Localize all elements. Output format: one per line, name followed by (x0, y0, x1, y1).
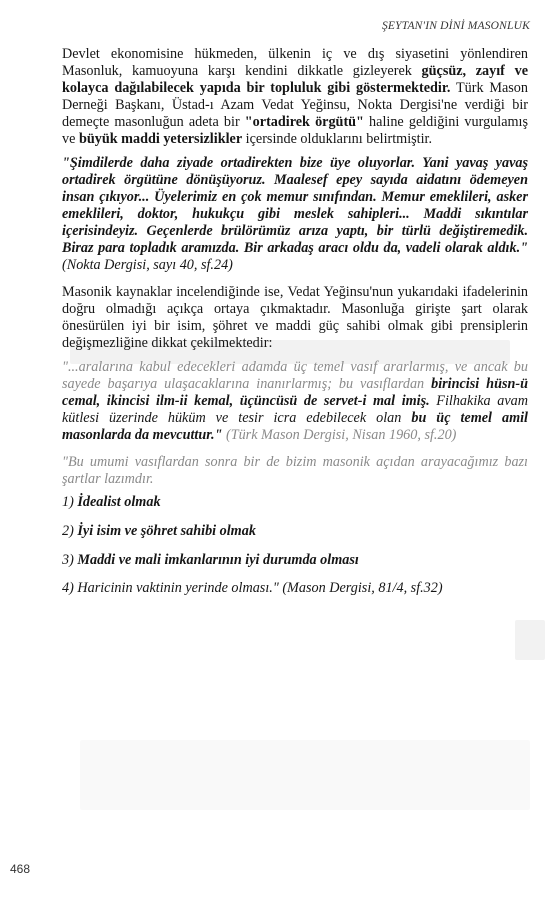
text-run: içersinde olduklarını belirtmiştir. (242, 130, 433, 147)
paragraph-analysis: Masonik kaynaklar incelendiğinde ise, Vedat Yeğinsu'nun yukarıdaki ifadelerinin doğru olmadığı açıkça ortaya çıkmaktadır. Masonluğa girişte şart olarak önesürülen iyi bir isim, şöhret ve maddi güç sahibi olmak gibi prensiplerin değişmezliğine dikkat çekilmektedir: (62, 283, 528, 351)
text-run: Devlet ekonomisine hükmeden, ülkenin iç ve dış siyasetini yönlendiren Masonluk, kamuoyuna karşı kendini dikkatle gizleyerek (62, 46, 528, 79)
item-text: Maddi ve mali imkanlarının iyi durumda olması (77, 551, 359, 568)
emphasis-run: büyük maddi yetersizlikler (78, 130, 243, 147)
quote-text: "Şimdilerde daha ziyade ortadirekten bize üye oluyorlar. Yani yavaş yavaş ortadirek örgütüne dönüşüyoruz. Maalesef epey sayıda aidatını ödemeyen insan çıkıyor... Üyelerimiz en çok memur sınıfından. Memur emeklileri, asker emeklileri, doktor, hukukçu gibi meslek sahipleri... Maddi sıkıntılar içerisindeyiz. Geçenlerde brülörümüz arıza yaptı, bir türlü değiştiremedik. Biraz para topladık aramızda. Bir arkadaş aracı oldu da, vadeli olarak aldık." (62, 155, 528, 256)
blockquote-turk-mason (62, 359, 528, 444)
emphasis-run: güçsüz, zayıf ve kolayca dağılabilecek yapıda bir topluluk gibi göstermektedir. (62, 62, 528, 96)
text-run: haline geldiğini vurgulamış ve (62, 113, 528, 147)
paragraph-intro (62, 46, 528, 147)
list-item (62, 580, 528, 597)
emphasis-run: birincisi hüsn-ü cemal, ikincisi ilm-ii kemal, üçüncüsü de servet-i mal imiş. (62, 376, 528, 410)
list-item (62, 494, 528, 511)
quote-source: (Türk Mason Dergisi, Nisan 1960, sf.20) (222, 427, 457, 444)
item-text: İdealist olmak (77, 493, 161, 510)
quote-source: (Mason Dergisi, 81/4, sf.32) (278, 580, 443, 597)
conditions-list (62, 494, 528, 598)
item-text: İyi isim ve şöhret sahibi olmak (77, 522, 256, 539)
blockquote-conditions (62, 454, 528, 597)
running-header: ŞEYTAN'IN DİNİ MASONLUK (381, 20, 530, 32)
list-item (62, 552, 528, 569)
bleed-through-shadow (515, 620, 545, 660)
blockquote-nokta (62, 155, 528, 273)
item-number: 3) (62, 551, 78, 568)
quote-source: (Nokta Dergisi, sayı 40, sf.24) (62, 256, 233, 273)
item-number: 2) (62, 522, 78, 539)
item-number: 4) (62, 580, 78, 597)
text-run: Türk Mason Derneği Başkanı, Üstad-ı Azam Vedat Yeğinsu, Nokta Dergisi'ne verdiği bir demeçte masonluğun adeta bir (62, 79, 528, 130)
bleed-through-shadow (80, 740, 530, 810)
page-number: 468 (10, 862, 31, 876)
quote-text: Filhakika avam kütlesi üzerinde hüküm ve tesir icra edebilecek olan (62, 393, 528, 427)
list-item (62, 523, 528, 540)
quote-lead: "Bu umumi vasıflardan sonra bir de bizim masonik açıdan arayacağımız bazı şartlar lazımdır. (62, 453, 528, 487)
body-text (62, 46, 528, 597)
emphasis-run: "ortadirek örgütü" (244, 113, 364, 130)
quote-text: "...aralarına kabul edecekleri adamda üç temel vasıf ararlarmış, ve ancak bu sayede başarıya ulaşacaklarına inanırlarmış; bu vasıflardan (62, 359, 528, 393)
item-number: 1) (62, 493, 78, 510)
emphasis-run: bu üç temel amil masonlarda da mevcuttur." (62, 410, 528, 444)
item-text: Haricinin vaktinin yerinde olması." (77, 580, 279, 597)
